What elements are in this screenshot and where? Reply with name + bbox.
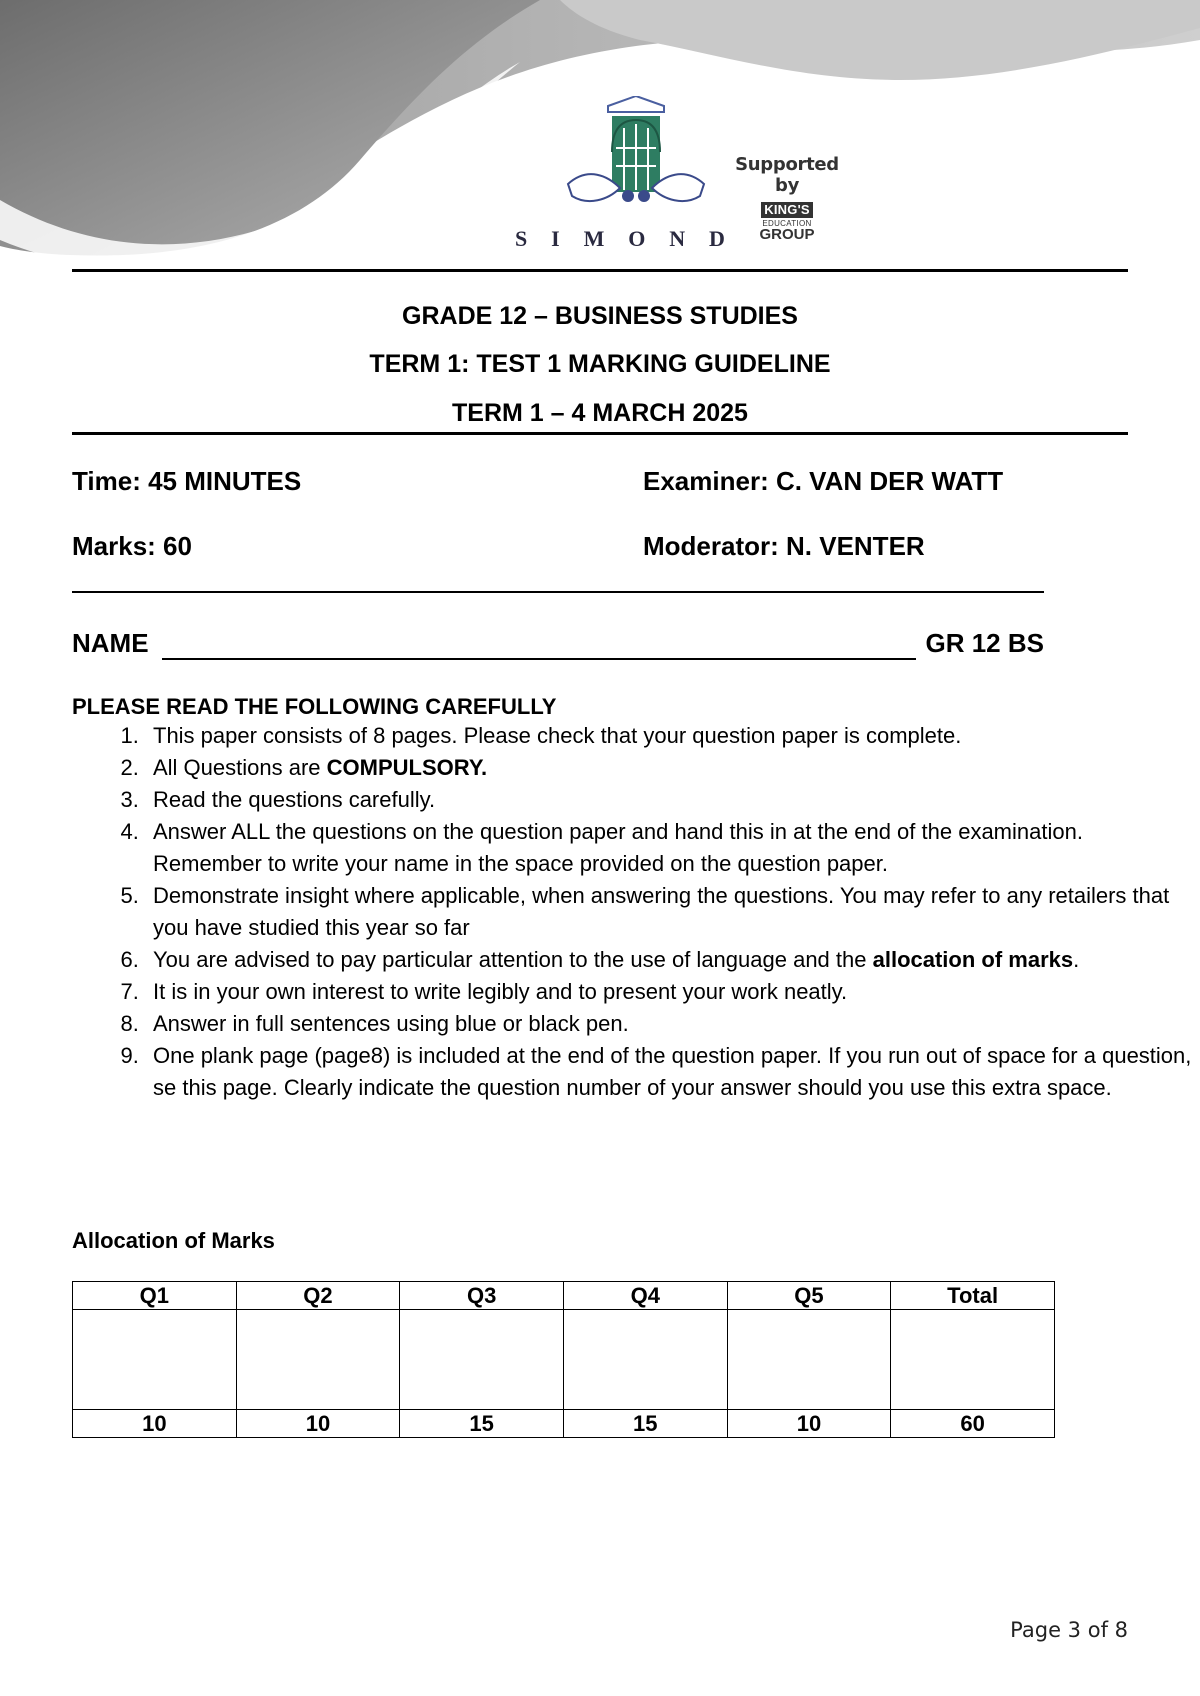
time-label: Time: 45 MINUTES — [72, 466, 302, 496]
instruction-item: 3. Read the questions carefully. — [145, 784, 1200, 816]
allocation-table — [72, 1281, 1055, 1438]
score-cell[interactable] — [400, 1310, 564, 1410]
allocation-title: Allocation of Marks — [72, 1228, 275, 1253]
school-name — [515, 226, 725, 252]
school-name-letter: O — [628, 226, 646, 251]
page-number: Page 3 of 8 — [1010, 1618, 1128, 1642]
allocation-header-row — [73, 1282, 1055, 1310]
header-cell: Q4 — [563, 1282, 727, 1310]
max-mark-cell: 15 — [400, 1410, 564, 1438]
school-name-letter: N — [669, 226, 686, 251]
school-name-letter: M — [583, 226, 605, 251]
header-cell: Q1 — [73, 1282, 237, 1310]
score-cell[interactable] — [563, 1310, 727, 1410]
score-cell[interactable] — [236, 1310, 400, 1410]
max-mark-cell: 10 — [727, 1410, 891, 1438]
max-mark-cell: 10 — [236, 1410, 400, 1438]
instructions-list — [72, 720, 1200, 1104]
max-mark-cell: 60 — [891, 1410, 1055, 1438]
title-test: TERM 1: TEST 1 MARKING GUIDELINE — [369, 350, 831, 378]
name-write-line[interactable] — [162, 658, 916, 660]
allocation-max-row — [73, 1410, 1055, 1438]
name-label: NAME — [72, 628, 149, 658]
max-mark-cell: 15 — [563, 1410, 727, 1438]
instruction-item: 9. One plank page (page8) is included at the end of the question paper. If you run out of space for a question, se this page. Clearly indicate the question number of your answer should you use this extra space. — [145, 1040, 1200, 1104]
top-rule — [72, 269, 1128, 272]
meta-divider — [72, 591, 1044, 593]
header-cell: Total — [891, 1282, 1055, 1310]
title-bottom-rule — [72, 432, 1128, 435]
instruction-item: 4. Answer ALL the questions on the question paper and hand this in at the end of the examination. Remember to write your name in the space provided on the question paper. — [145, 816, 1200, 880]
sponsor-logo-education: EDUCATION — [762, 219, 812, 228]
instruction-item: 2. All Questions are COMPULSORY. — [145, 752, 1200, 784]
name-row — [72, 628, 1044, 662]
title-subject: GRADE 12 – BUSINESS STUDIES — [402, 302, 798, 330]
moderator-label: Moderator: N. VENTER — [643, 531, 925, 561]
allocation-score-row — [73, 1310, 1055, 1410]
supported-by-label: Supported by — [735, 154, 839, 196]
instruction-item: 5. Demonstrate insight where applicable, when answering the questions. You may refer to any retailers that you have studied this year so far — [145, 880, 1200, 944]
sponsor-logo-group: GROUP — [759, 226, 815, 243]
title-date: TERM 1 – 4 MARCH 2025 — [452, 399, 748, 427]
score-cell[interactable] — [891, 1310, 1055, 1410]
instructions-title: PLEASE READ THE FOLLOWING CAREFULLY — [72, 694, 557, 719]
examiner-label: Examiner: C. VAN DER WATT — [643, 466, 1004, 496]
header-cell: Q3 — [400, 1282, 564, 1310]
sponsor-block — [722, 154, 852, 242]
instruction-item: 6. You are advised to pay particular attention to the use of language and the allocation of marks. — [145, 944, 1200, 976]
instruction-item: 7. It is in your own interest to write legibly and to present your work neatly. — [145, 976, 1200, 1008]
school-name-letter: S — [515, 226, 528, 251]
instruction-item: 1. This paper consists of 8 pages. Please check that your question paper is complete. — [145, 720, 1200, 752]
sponsor-logo-kings: KING'S — [761, 202, 812, 218]
score-cell[interactable] — [73, 1310, 237, 1410]
header-cell: Q5 — [727, 1282, 891, 1310]
max-mark-cell: 10 — [73, 1410, 237, 1438]
score-cell[interactable] — [727, 1310, 891, 1410]
school-name-letter: I — [551, 226, 560, 251]
school-name-letter: D — [709, 226, 725, 251]
header-cell: Q2 — [236, 1282, 400, 1310]
marks-label: Marks: 60 — [72, 531, 192, 561]
instruction-item: 8. Answer in full sentences using blue or black pen. — [145, 1008, 1200, 1040]
class-label: GR 12 BS — [925, 628, 1044, 658]
